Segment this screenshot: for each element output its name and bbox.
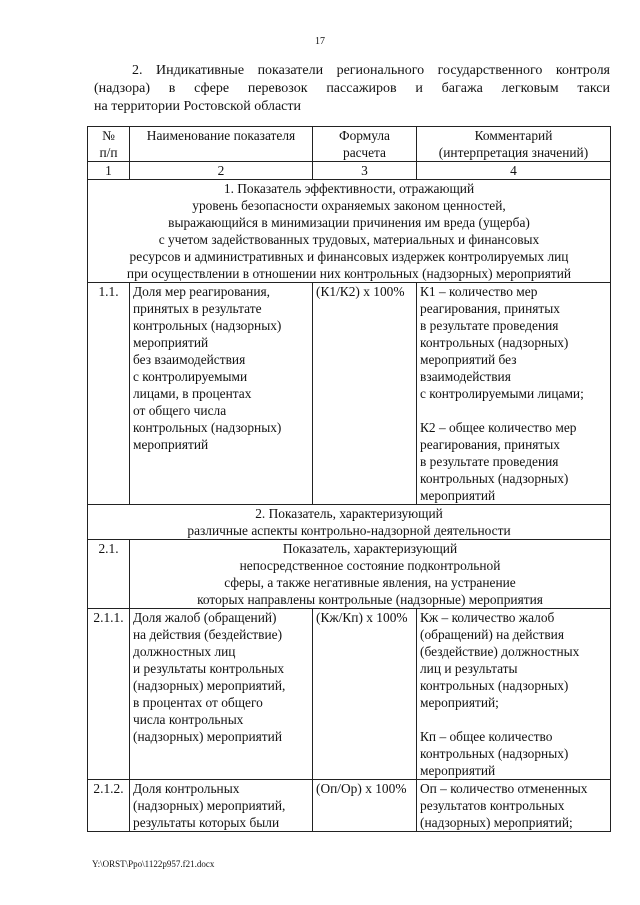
page-number: 17 [315,36,325,47]
row-2-1-2-name: Доля контрольных (надзорных) мероприятий, результаты которых были [130,780,313,832]
table-header-row [88,127,611,162]
table-row [88,540,611,609]
row-2-1-text: Показатель, характеризующий непосредственное состояние подконтрольной сферы, а также негативные явления, на устранение которых направлены контрольные (надзорные) мероприятия [130,540,611,609]
section-heading [94,62,610,116]
col-number-3: 3 [313,162,417,180]
row-2-1-1-formula: (Кж/Кп) x 100% [313,609,417,780]
row-1-1-name: Доля мер реагирования, принятых в результате контрольных (надзорных) мероприятий без взаимодействия с контролируемыми лицами, в процентах от общего числа контрольных (надзорных) мероприятий [130,283,313,505]
file-path-footer: Y:\ORST\Ppo\1122p957.f21.docx [92,859,215,869]
indicators-table [87,126,611,832]
row-2-1-1-comment: Кж – количество жалоб (обращений) на действия (бездействие) должностных лиц и результаты контрольных (надзорных) мероприятий; Кп – общее количество контрольных (надзорных) мероприятий [417,609,611,780]
table-row [88,283,611,505]
row-1-1-num: 1.1. [88,283,130,505]
row-1-1-formula: (К1/К2) x 100% [313,283,417,505]
header-name: Наименование показателя [130,127,313,162]
column-number-row [88,162,611,180]
row-2-1-2-num: 2.1.2. [88,780,130,832]
section-1-title: 1. Показатель эффективности, отражающий уровень безопасности охраняемых законом ценностей, выражающийся в минимизации причинения им вреда (ущерба) с учетом задействованных трудовых, материальных и финансовых ресурсов и административных и финансовых издержек контролируемых лиц при осуществлении в отношении них контрольных (надзорных) мероприятий [88,180,611,283]
section-2-title: 2. Показатель, характеризующий различные аспекты контрольно-надзорной деятельности [88,505,611,540]
heading-line-2: (надзора) в сфере перевозок пассажиров и багажа легковым такси [94,81,610,96]
section-2-row [88,505,611,540]
col-number-2: 2 [130,162,313,180]
col-number-1: 1 [88,162,130,180]
heading-line-3: на территории Ростовской области [94,99,302,114]
table-row [88,780,611,832]
heading-line-1: 2. Индикативные показатели регионального государственного контроля [132,63,610,78]
header-formula: Формула расчета [313,127,417,162]
row-2-1-1-name: Доля жалоб (обращений) на действия (бездействие) должностных лиц и результаты контрольных (надзорных) мероприятий, в процентах от общего числа контрольных (надзорных) мероприятий [130,609,313,780]
header-comment: Комментарий (интерпретация значений) [417,127,611,162]
section-1-row [88,180,611,283]
row-2-1-num: 2.1. [88,540,130,609]
row-2-1-2-formula: (Оп/Ор) x 100% [313,780,417,832]
col-number-4: 4 [417,162,611,180]
header-num: № п/п [88,127,130,162]
row-1-1-comment: К1 – количество мер реагирования, принятых в результате проведения контрольных (надзорных) мероприятий без взаимодействия с контролируемыми лицами; К2 – общее количество мер реагирования, принятых в результате проведения контрольных (надзорных) мероприятий [417,283,611,505]
row-2-1-1-num: 2.1.1. [88,609,130,780]
table-row [88,609,611,780]
row-2-1-2-comment: Оп – количество отмененных результатов контрольных (надзорных) мероприятий; [417,780,611,832]
